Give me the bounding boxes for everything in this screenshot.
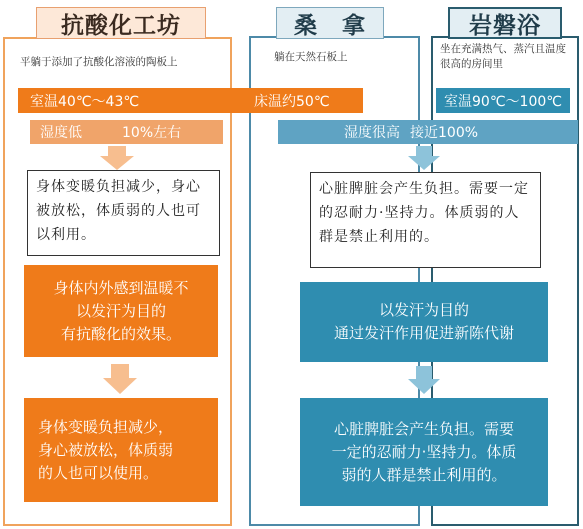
sauna-summary-line: 一定的忍耐力·坚持力。体质 (331, 442, 517, 461)
humidity-bar-low (30, 120, 223, 144)
down-arrow-icon (408, 146, 440, 170)
header-sauna: 桑 拿 (276, 7, 384, 39)
humidity-high-label: 湿度很高 (344, 125, 400, 141)
sauna-effect-line: 以发汗为目的 (378, 301, 469, 319)
antioxidant-effect-line: 有抗酸化的效果。 (60, 324, 181, 343)
antioxidant-effect-line: 以发汗为目的 (75, 301, 166, 320)
down-arrow-icon (103, 364, 137, 394)
header-bedrock-bath: 岩磐浴 (448, 7, 562, 39)
down-arrow-icon (408, 366, 440, 394)
room-temp-bar-col3: 室温90℃～100℃ (436, 88, 570, 113)
humidity-low-label: 湿度低 (40, 125, 82, 141)
bed-temp-label: 床温约50℃ (254, 93, 330, 110)
antioxidant-effect-line: 身体内外感到温暖不 (53, 278, 189, 297)
header-antioxidant: 抗酸化工坊 (36, 7, 206, 39)
sauna-effect-box (300, 282, 548, 362)
sauna-note-box: 心脏脾脏会产生负担。需要一定的忍耐力·坚持力。体质弱的人群是禁止利用的。 (310, 172, 541, 268)
antioxidant-summary-box (24, 398, 218, 502)
antioxidant-note-box: 身体变暖负担减少，身心被放松，体质弱的人也可以利用。 (27, 170, 220, 256)
sauna-effect-line: 通过发汗作用促进新陈代谢 (333, 324, 514, 342)
humidity-high-value: 接近100% (410, 125, 479, 141)
down-arrow-icon (100, 146, 134, 170)
antioxidant-summary-line: 的人也可以使用。 (38, 463, 159, 482)
temperature-bar (18, 88, 363, 113)
subtitle-sauna: 躺在天然石板上 (274, 51, 348, 63)
humidity-bar-high (278, 120, 578, 144)
subtitle-bedrock-bath: 坐在充满热气、蒸汽且温度很高的房间里 (440, 43, 566, 70)
room-temp-label: 室温40℃～43℃ (30, 93, 140, 110)
sauna-summary-box (300, 398, 548, 506)
sauna-summary-line: 心脏脾脏会产生负担。需要 (333, 419, 514, 438)
antioxidant-summary-line: 身体变暖负担减少， (38, 417, 174, 436)
subtitle-antioxidant: 平躺于添加了抗酸化溶液的陶板上 (20, 56, 178, 68)
antioxidant-summary-line: 身心被放松，体质弱 (38, 440, 174, 459)
antioxidant-effect-box (24, 265, 218, 357)
sauna-summary-line: 弱的人群是禁止利用的。 (341, 465, 507, 484)
humidity-low-value: 10%左右 (122, 125, 182, 141)
